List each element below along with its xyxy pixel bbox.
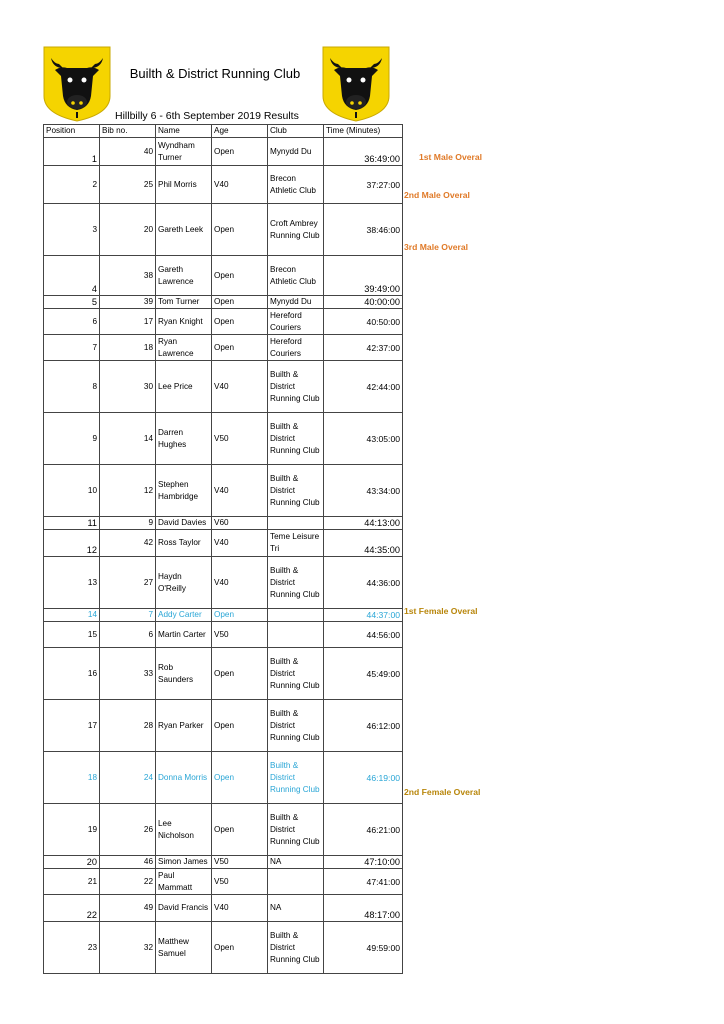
cell-age: V40 [212, 557, 268, 609]
table-row [44, 622, 403, 648]
bull-shield-logo-right [322, 46, 390, 122]
table-row [44, 335, 403, 361]
cell-bib: 33 [100, 648, 156, 700]
cell-position: 3 [44, 204, 100, 256]
cell-name: Phil Morris [156, 166, 212, 204]
table-row [44, 413, 403, 465]
cell-club: NA [268, 856, 324, 869]
cell-time: 49:59:00 [324, 922, 403, 974]
cell-position: 16 [44, 648, 100, 700]
cell-time: 46:12:00 [324, 700, 403, 752]
cell-position: 11 [44, 517, 100, 530]
cell-age: V60 [212, 517, 268, 530]
cell-position: 14 [44, 609, 100, 622]
table-row [44, 530, 403, 557]
club-title: Builth & District Running Club [129, 66, 301, 81]
cell-position: 8 [44, 361, 100, 413]
cell-time: 44:35:00 [324, 530, 403, 557]
table-row [44, 856, 403, 869]
cell-club: Mynydd Du [268, 138, 324, 166]
cell-name: Paul Mammatt [156, 869, 212, 895]
cell-time: 42:37:00 [324, 335, 403, 361]
cell-bib: 42 [100, 530, 156, 557]
cell-bib: 25 [100, 166, 156, 204]
cell-club: Builth & District Running Club [268, 752, 324, 804]
cell-bib: 39 [100, 296, 156, 309]
results-title: Hillbilly 6 - 6th September 2019 Results [115, 110, 299, 122]
cell-club [268, 622, 324, 648]
cell-position: 20 [44, 856, 100, 869]
table-row [44, 296, 403, 309]
cell-name: Matthew Samuel [156, 922, 212, 974]
cell-bib: 18 [100, 335, 156, 361]
cell-position: 22 [44, 895, 100, 922]
cell-name: Rob Saunders [156, 648, 212, 700]
bull-shield-logo-left [43, 46, 111, 122]
cell-age: Open [212, 335, 268, 361]
cell-position: 21 [44, 869, 100, 895]
cell-time: 37:27:00 [324, 166, 403, 204]
cell-club [268, 517, 324, 530]
cell-name: Ryan Lawrence [156, 335, 212, 361]
cell-club: Hereford Couriers [268, 309, 324, 335]
cell-age: Open [212, 700, 268, 752]
cell-club: Builth & District Running Club [268, 804, 324, 856]
cell-time: 46:21:00 [324, 804, 403, 856]
cell-time: 39:49:00 [324, 256, 403, 296]
cell-age: V50 [212, 622, 268, 648]
cell-time: 40:00:00 [324, 296, 403, 309]
table-row [44, 922, 403, 974]
cell-time: 44:56:00 [324, 622, 403, 648]
table-row [44, 804, 403, 856]
table-row [44, 465, 403, 517]
col-header-club: Club [268, 125, 324, 138]
col-header-time: Time (Minutes) [324, 125, 403, 138]
results-table [43, 124, 403, 974]
cell-age: Open [212, 922, 268, 974]
cell-club: Builth & District Running Club [268, 413, 324, 465]
cell-age: V50 [212, 856, 268, 869]
col-header-bib: Bib no. [100, 125, 156, 138]
cell-bib: 7 [100, 609, 156, 622]
cell-bib: 38 [100, 256, 156, 296]
cell-club: NA [268, 895, 324, 922]
cell-age: Open [212, 309, 268, 335]
cell-bib: 46 [100, 856, 156, 869]
cell-time: 44:13:00 [324, 517, 403, 530]
cell-age: V40 [212, 166, 268, 204]
cell-position: 15 [44, 622, 100, 648]
cell-name: Addy Carter [156, 609, 212, 622]
cell-bib: 27 [100, 557, 156, 609]
cell-name: Lee Price [156, 361, 212, 413]
cell-age: V40 [212, 530, 268, 557]
cell-bib: 26 [100, 804, 156, 856]
cell-name: Ryan Knight [156, 309, 212, 335]
cell-name: Wyndham Turner [156, 138, 212, 166]
cell-name: Stephen Hambridge [156, 465, 212, 517]
award-first-male: 1st Male Overal [419, 152, 483, 162]
cell-club: Teme Leisure Tri [268, 530, 324, 557]
cell-age: V50 [212, 413, 268, 465]
table-row [44, 700, 403, 752]
cell-name: Darren Hughes [156, 413, 212, 465]
cell-name: Ross Taylor [156, 530, 212, 557]
cell-bib: 9 [100, 517, 156, 530]
cell-bib: 22 [100, 869, 156, 895]
cell-position: 6 [44, 309, 100, 335]
bull-head-icon [322, 46, 390, 122]
cell-position: 4 [44, 256, 100, 296]
cell-name: Donna Morris [156, 752, 212, 804]
bull-head-icon [43, 46, 111, 122]
table-row [44, 204, 403, 256]
cell-position: 23 [44, 922, 100, 974]
cell-time: 38:46:00 [324, 204, 403, 256]
cell-time: 36:49:00 [324, 138, 403, 166]
cell-bib: 20 [100, 204, 156, 256]
cell-age: Open [212, 296, 268, 309]
cell-time: 48:17:00 [324, 895, 403, 922]
cell-time: 43:05:00 [324, 413, 403, 465]
cell-age: V40 [212, 361, 268, 413]
cell-club: Builth & District Running Club [268, 700, 324, 752]
cell-age: Open [212, 804, 268, 856]
cell-position: 13 [44, 557, 100, 609]
cell-position: 7 [44, 335, 100, 361]
cell-time: 43:34:00 [324, 465, 403, 517]
cell-name: David Francis [156, 895, 212, 922]
cell-time: 47:41:00 [324, 869, 403, 895]
cell-bib: 6 [100, 622, 156, 648]
table-row [44, 895, 403, 922]
cell-time: 45:49:00 [324, 648, 403, 700]
table-row [44, 869, 403, 895]
cell-position: 10 [44, 465, 100, 517]
cell-time: 44:36:00 [324, 557, 403, 609]
cell-club: Builth & District Running Club [268, 557, 324, 609]
cell-name: Gareth Leek [156, 204, 212, 256]
cell-bib: 32 [100, 922, 156, 974]
col-header-age: Age [212, 125, 268, 138]
cell-club: Croft Ambrey Running Club [268, 204, 324, 256]
cell-club: Builth & District Running Club [268, 361, 324, 413]
cell-bib: 24 [100, 752, 156, 804]
cell-club [268, 869, 324, 895]
cell-club: Hereford Couriers [268, 335, 324, 361]
cell-club: Builth & District Running Club [268, 648, 324, 700]
cell-name: Ryan Parker [156, 700, 212, 752]
cell-bib: 12 [100, 465, 156, 517]
award-second-female: 2nd Female Overal [404, 787, 481, 797]
cell-bib: 14 [100, 413, 156, 465]
award-first-female: 1st Female Overal [404, 606, 478, 616]
cell-age: Open [212, 256, 268, 296]
table-row [44, 648, 403, 700]
cell-bib: 40 [100, 138, 156, 166]
cell-club: Builth & District Running Club [268, 465, 324, 517]
cell-bib: 17 [100, 309, 156, 335]
cell-age: Open [212, 204, 268, 256]
cell-name: Martin Carter [156, 622, 212, 648]
cell-name: David Davies [156, 517, 212, 530]
cell-age: V40 [212, 465, 268, 517]
cell-position: 9 [44, 413, 100, 465]
cell-time: 46:19:00 [324, 752, 403, 804]
col-header-position: Position [44, 125, 100, 138]
cell-club: Mynydd Du [268, 296, 324, 309]
cell-age: Open [212, 752, 268, 804]
cell-club: Builth & District Running Club [268, 922, 324, 974]
cell-age: Open [212, 609, 268, 622]
cell-name: Gareth Lawrence [156, 256, 212, 296]
cell-position: 19 [44, 804, 100, 856]
cell-age: Open [212, 138, 268, 166]
table-row [44, 138, 403, 166]
table-row [44, 752, 403, 804]
table-row [44, 517, 403, 530]
table-row [44, 166, 403, 204]
award-second-male: 2nd Male Overal [404, 190, 470, 200]
table-row [44, 609, 403, 622]
table-row [44, 256, 403, 296]
cell-age: V40 [212, 895, 268, 922]
cell-time: 47:10:00 [324, 856, 403, 869]
award-third-male: 3rd Male Overal [404, 242, 469, 252]
cell-name: Simon James [156, 856, 212, 869]
table-header-row [44, 125, 403, 138]
cell-bib: 28 [100, 700, 156, 752]
cell-age: Open [212, 648, 268, 700]
cell-position: 17 [44, 700, 100, 752]
table-row [44, 309, 403, 335]
cell-name: Tom Turner [156, 296, 212, 309]
cell-name: Haydn O'Reilly [156, 557, 212, 609]
cell-club [268, 609, 324, 622]
table-row [44, 557, 403, 609]
cell-age: V50 [212, 869, 268, 895]
cell-time: 40:50:00 [324, 309, 403, 335]
cell-position: 12 [44, 530, 100, 557]
cell-position: 5 [44, 296, 100, 309]
table-row [44, 361, 403, 413]
cell-position: 2 [44, 166, 100, 204]
col-header-name: Name [156, 125, 212, 138]
cell-bib: 49 [100, 895, 156, 922]
cell-time: 42:44:00 [324, 361, 403, 413]
cell-club: Brecon Athletic Club [268, 256, 324, 296]
cell-name: Lee Nicholson [156, 804, 212, 856]
cell-position: 18 [44, 752, 100, 804]
cell-club: Brecon Athletic Club [268, 166, 324, 204]
cell-bib: 30 [100, 361, 156, 413]
cell-time: 44:37:00 [324, 609, 403, 622]
cell-position: 1 [44, 138, 100, 166]
